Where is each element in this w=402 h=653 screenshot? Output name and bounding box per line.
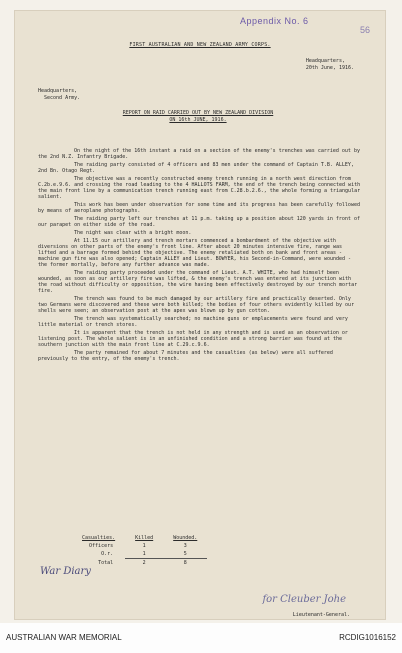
address-line1: Headquarters,	[38, 88, 78, 94]
footer-record-id: RCDIG1016152	[339, 633, 396, 642]
appendix-stamp: Appendix No. 6	[240, 16, 309, 26]
killed-cell: 1	[142, 551, 146, 557]
paragraph: The party remained for about 7 minutes and the casualties (as below) were all suffered previously to the entry, of the enemy's trench.	[38, 350, 333, 362]
killed-cell: 2	[125, 559, 163, 568]
report-body	[38, 148, 362, 364]
row-label: Officers	[89, 543, 114, 549]
handwritten-signature: for Cleuber Johe	[262, 594, 346, 605]
paragraph: On the night of the 16th instant a raid on a section of the enemy's trenches was carried out by the 2nd N.Z. Infantry Brigade.	[38, 148, 360, 160]
paragraph: The objective was a recently constructed enemy trench running in a north west direction from C.2b.e.9.6. and crossing the road leading to the 4 HALLOTS FARM, the end of the trench being connected with the main front line by a communication trench running east from C.28.b.2.6., the whole forming a triangular salient.	[38, 176, 361, 200]
paragraph: The raiding party consisted of 4 officers and 83 men under the command of Captain T.B. ALLEY, 2nd Bn. Otago Regt.	[38, 162, 354, 174]
report-title-line1: REPORT ON RAID CARRIED OUT BY NEW ZEALAND DIVISION	[122, 110, 274, 116]
hq-date: 20th June, 1916.	[305, 65, 354, 71]
hq-line1: Headquarters,	[305, 58, 345, 64]
row-label: Total	[98, 559, 114, 566]
paragraph: This work has been under observation for some time and its progress has been carefully followed by means of aeroplane photographs.	[38, 202, 360, 214]
casualties-table	[72, 534, 207, 567]
handwritten-annotation: War Diary	[40, 566, 91, 577]
report-title-line2: ON 16th JUNE, 1916.	[169, 117, 227, 123]
table-row	[72, 559, 207, 568]
table-row	[72, 550, 207, 559]
table-header: Casualties.	[82, 535, 116, 541]
table-row	[72, 542, 207, 550]
row-label: O.r.	[101, 551, 114, 558]
table-header: Killed	[135, 535, 154, 541]
paragraph: The trench was systematically searched; no machine guns or emplacements were found and very little material or trench stores.	[38, 316, 348, 328]
wounded-cell: 5	[183, 551, 187, 557]
paragraph: The trench was found to be much damaged by our artillery fire and practically deserted. Only two Germans were discovered and these were both killed; the bodies of four others evidently killed by our shells were seen; an observation post at the apex was blown up by gun cotton.	[38, 296, 355, 314]
document-header: FIRST AUSTRALIAN AND NEW ZEALAND ARMY CORPS.	[129, 42, 271, 48]
paragraph: It is apparent that the trench is not held in any strength and is used as an observation or listening post. The whole salient is in an unfinished condition and a strong barrier was found at the southern junction with the main front line at C.29.c.9.6.	[38, 330, 348, 348]
paragraph: The night was clear with a bright moon.	[74, 230, 192, 236]
page-number: 56	[359, 25, 370, 35]
address-line2: Second Army.	[44, 95, 81, 101]
table-header-row	[72, 534, 207, 542]
footer-institution: AUSTRALIAN WAR MEMORIAL	[6, 633, 122, 642]
hq-block	[306, 58, 354, 72]
archive-footer	[0, 623, 402, 653]
wounded-cell: 8	[163, 559, 207, 568]
report-title	[38, 110, 358, 124]
signature-title: Lieutenant-General.	[292, 612, 350, 618]
paragraph: At 11.15 our artillery and trench mortars commenced a bombardment of the objective with diversions on other parts of the enemy's front line. After about 20 minutes intensive fire, range was lifted and a barrage formed behind the objective. The enemy retaliated both on bank and front areas - machine gun fire was also opened; Captain ALLEY and Lieut. BOWYER, his Second-in-Command, were wounded - the former mortally, before any further advance was made.	[38, 238, 352, 268]
paragraph: The raiding party left our trenches at 11 p.m. taking up a position about 120 yards in front of our parapet on either side of the road.	[38, 216, 360, 228]
document-page	[14, 10, 386, 620]
killed-cell: 1	[142, 543, 146, 549]
wounded-cell: 3	[183, 543, 187, 549]
paragraph: The raiding party proceeded under the command of Lieut. A.T. WHITE, who had himself been wounded, as soon as our artillery fire was lifted, & the enemy's trench was entered at its junction with the road without difficulty or opposition, the wire having been effectively destroyed by our trench mortar fire.	[38, 270, 358, 294]
table-header: Wounded.	[173, 535, 198, 541]
address-block	[38, 88, 80, 102]
